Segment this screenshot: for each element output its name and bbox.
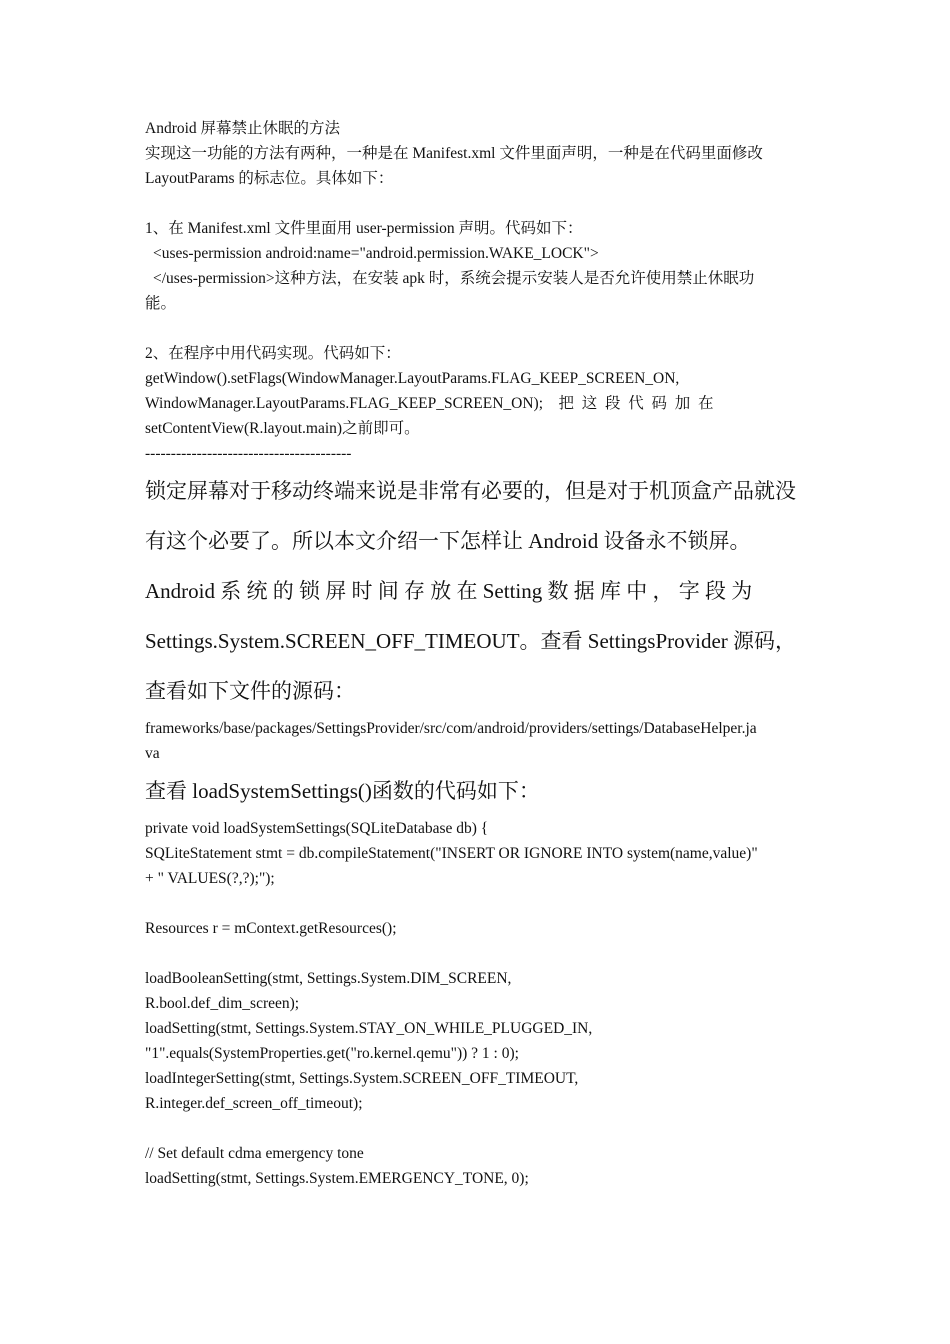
code-line: + " VALUES(?,?);"); (145, 870, 275, 887)
method1-heading: 1、在 Manifest.xml 文件里面用 user-permission 声明。代码如下： (145, 220, 583, 237)
code-line: "1".equals(SystemProperties.get("ro.kernel.qemu")) ? 1 : 0); (145, 1045, 519, 1062)
method2-text: setContentView(R.layout.main)之前即可。 (145, 420, 420, 437)
code-line: private void loadSystemSettings(SQLiteDatabase db) { (145, 820, 489, 837)
method1-text: 能。 (145, 295, 177, 312)
code-line: loadSetting(stmt, Settings.System.EMERGENCY_TONE, 0); (145, 1170, 529, 1187)
method2-code-line: WindowManager.LayoutParams.FLAG_KEEP_SCREEN_ON); 把 这 段 代 码 加 在 (145, 395, 714, 412)
method2-heading: 2、在程序中用代码实现。代码如下： (145, 345, 401, 362)
article-line: 锁定屏幕对于移动终端来说是非常有必要的，但是对于机顶盒产品就没 (145, 479, 796, 503)
code-comment: // Set default cdma emergency tone (145, 1145, 364, 1162)
code-line: loadSetting(stmt, Settings.System.STAY_ON_WHILE_PLUGGED_IN, (145, 1020, 593, 1037)
divider: ---------------------------------------- (145, 445, 352, 462)
document-title: Android 屏幕禁止休眠的方法 (145, 120, 341, 137)
spacer (145, 941, 807, 966)
method1-code-line: <uses-permission android:name="android.permission.WAKE_LOCK"> (153, 245, 599, 262)
spacer (145, 891, 807, 916)
document-page (145, 116, 807, 1191)
article-line: Android 系 统 的 锁 屏 时 间 存 放 在 Setting 数 据 库 中 ， 字 段 为 (145, 579, 753, 603)
article-line: 查看如下文件的源码： (145, 679, 355, 703)
load-heading: 查看 loadSystemSettings()函数的代码如下： (145, 779, 540, 803)
method1-code-line: </uses-permission>这种方法，在安装 apk 时，系统会提示安装人是否允许使用禁止休眠功 (153, 270, 755, 287)
article-line: 有这个必要了。所以本文介绍一下怎样让 Android 设备永不锁屏。 (145, 529, 751, 553)
intro-line-2: LayoutParams 的标志位。具体如下： (145, 170, 394, 187)
spacer (145, 191, 807, 216)
spacer (145, 316, 807, 341)
spacer (145, 1116, 807, 1141)
code-line: Resources r = mContext.getResources(); (145, 920, 397, 937)
article-line: Settings.System.SCREEN_OFF_TIMEOUT。查看 SettingsProvider 源码， (145, 629, 797, 653)
code-line: loadBooleanSetting(stmt, Settings.System.DIM_SCREEN, (145, 970, 512, 987)
file-path-line: va (145, 745, 160, 762)
code-line: R.bool.def_dim_screen); (145, 995, 300, 1012)
code-line: loadIntegerSetting(stmt, Settings.System.SCREEN_OFF_TIMEOUT, (145, 1070, 579, 1087)
method2-code-line: getWindow().setFlags(WindowManager.LayoutParams.FLAG_KEEP_SCREEN_ON, (145, 370, 680, 387)
intro-line-1: 实现这一功能的方法有两种，一种是在 Manifest.xml 文件里面声明，一种是在代码里面修改 (145, 145, 763, 162)
code-line: R.integer.def_screen_off_timeout); (145, 1095, 363, 1112)
code-line: SQLiteStatement stmt = db.compileStatement("INSERT OR IGNORE INTO system(name,value)" (145, 845, 758, 862)
file-path-line: frameworks/base/packages/SettingsProvider/src/com/android/providers/settings/DatabaseHelper.ja (145, 720, 757, 737)
